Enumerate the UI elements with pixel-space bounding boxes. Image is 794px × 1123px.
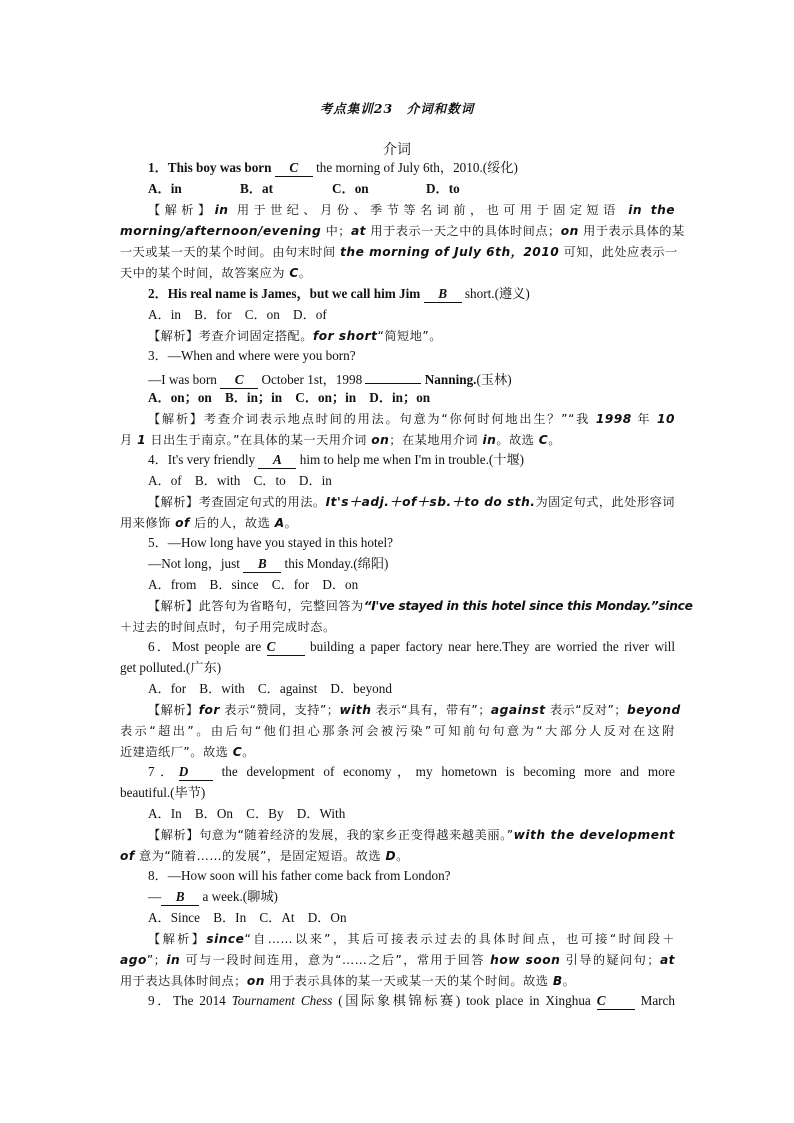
question-5-line-2: —Not long，just B this Monday.(绵阳) — [148, 556, 389, 571]
answer-blank: C — [220, 372, 258, 389]
question-3-options: A．on；on B．in；in C．on；in D．in；on — [148, 390, 431, 405]
question-5-line-1: 5．—How long have you stayed in this hotel? — [148, 535, 394, 550]
explanation-1-line-4: 天中的某个时间，故答案应为 C。 — [120, 266, 312, 280]
question-6-line-2: get polluted.(广东) — [120, 660, 222, 675]
question-7-line-2: beautiful.(毕节) — [120, 785, 206, 800]
explanation-8-line-2: ago”；in 可与一段时间连用，意为“……之后”，常用于回答 how soon 引导的疑问句；at — [120, 953, 675, 967]
answer-blank: C — [275, 160, 313, 177]
page-title: 考点集训23 介词和数词 — [319, 101, 475, 116]
answer-blank: C — [597, 993, 635, 1010]
question-4: 4．It's very friendly A him to help me when I'm in trouble.(十堰) — [148, 452, 525, 467]
question-8-line-1: 8．—How soon will his father come back from London? — [148, 868, 451, 883]
explanation-7-line-2: of 意为“随着……的发展”，是固定短语。故选 D。 — [120, 849, 409, 863]
explanation-4-line-2: 用来修饰 of 后的人，故选 A。 — [120, 516, 298, 530]
answer-blank: C — [267, 639, 305, 656]
explanation-8-line-3: 用于表达具体时间点；on 用于表示具体的某一天或某一天的某个时间。故选 B。 — [120, 974, 576, 988]
question-2: 2．His real name is James，but we call him Jim B short.(遵义) — [148, 286, 530, 301]
question-8-line-2: — B a week.(聊城) — [148, 889, 278, 904]
explanation-6-line-2: 表示“超出”。由后句“他们担心那条河会被污染”可知前句句意为“大部分人反对在这附 — [120, 724, 675, 738]
question-6-line-1: 6．Most people are C building a paper factory near here.They are worried the river will — [148, 639, 675, 654]
explanation-1-line-3: 一天或某一天的某个时间。由句末时间 the morning of July 6th，2010 可知，此处应表示一 — [120, 245, 678, 259]
question-1: 1．This boy was born C the morning of July 6th，2010.(绥化) — [148, 160, 518, 175]
explanation-4-line-1: 【解析】考查固定句式的用法。It's＋adj.＋of＋sb.＋to do sth.为固定句式，此处形容词 — [148, 495, 675, 509]
explanation-6-line-3: 近建造纸厂”。故选 C。 — [120, 745, 255, 759]
explanation-3-line-2: 月 1 日出生于南京。”在具体的某一天用介词 on；在某地用介词 in。故选 C。 — [120, 433, 561, 447]
question-7-options: A．In B．On C．By D．With — [148, 806, 346, 821]
answer-blank: B — [243, 556, 281, 573]
explanation-6-line-1: 【解析】for 表示“赞同，支持”；with 表示“具有，带有”；against 表示“反对”；beyond — [148, 703, 681, 717]
blank — [365, 367, 421, 384]
explanation-5-line-2: ＋过去的时间点时，句子用完成时态。 — [120, 620, 336, 634]
explanation-5-line-1: 【解析】此答句为省略句，完整回答为“I've stayed in this hotel since this Monday.”since — [148, 599, 693, 613]
question-6-options: A．for B．with C．against D．beyond — [148, 681, 392, 696]
question-3-line-2: —I was born C October 1st，1998 Nanning.(玉林) — [148, 367, 675, 387]
answer-blank: A — [258, 452, 296, 469]
section-heading: 介词 — [383, 142, 411, 158]
question-4-options: A．of B．with C．to D．in — [148, 473, 332, 488]
question-7-line-1: 7．D the development of economy，my hometown is becoming more and more — [148, 764, 676, 779]
question-8-options: A．Since B．In C．At D．On — [148, 910, 347, 925]
explanation-8-line-1: 【解析】since“自……以来”，其后可接表示过去的具体时间点，也可接“时间段＋ — [148, 932, 675, 946]
explanation-1-line-2: morning/afternoon/evening 中；at 用于表示一天之中的具体时间点；on 用于表示具体的某 — [120, 224, 685, 238]
explanation-1-line-1: 【解析】in 用于世纪、月份、季节等名词前，也可用于固定短语 in the — [148, 203, 676, 217]
question-2-options: A．in B．for C．on D．of — [148, 307, 327, 322]
answer-blank: B — [161, 889, 199, 906]
question-3-line-1: 3．—When and where were you born? — [148, 348, 356, 363]
answer-blank: D — [179, 764, 213, 781]
question-1-options: A．in B．at C．on D．to — [148, 181, 460, 196]
explanation-3-line-1: 【解析】考查介词表示地点时间的用法。句意为“你何时何地出生？”“我 1998 年 10 — [148, 412, 675, 426]
question-9-line-1: 9．The 2014 Tournament Chess (国际象棋锦标赛) took place in Xinghua C March — [148, 993, 676, 1008]
question-5-options: A．from B．since C．for D．on — [148, 577, 359, 592]
explanation-2: 【解析】考查介词固定搭配。for short“简短地”。 — [148, 329, 442, 343]
answer-blank: B — [424, 286, 462, 303]
explanation-7-line-1: 【解析】句意为“随着经济的发展，我的家乡正变得越来越美丽。”with the development — [148, 828, 676, 842]
